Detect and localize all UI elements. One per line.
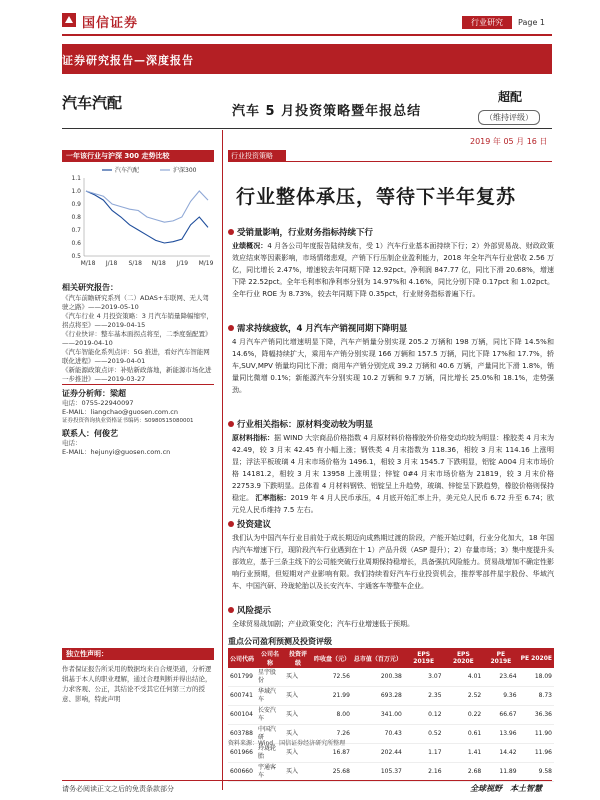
- y-tick-label: 0.8: [71, 214, 81, 221]
- y-tick-label: 0.9: [71, 201, 81, 208]
- headline: 行业整体承压，等待下半年复苏: [236, 186, 517, 208]
- table-cell: 25.68: [312, 763, 352, 782]
- section-paragraph: 全球贸易战加剧；产业政策变化；汽车行业增速低于预期。: [232, 620, 414, 628]
- y-tick-label: 0.7: [71, 227, 81, 234]
- table-cell: 买入: [284, 706, 312, 725]
- table-title: 重点公司盈利预测及投资评级: [228, 637, 332, 646]
- x-tick-label: S/18: [128, 260, 142, 267]
- section-paragraph: 业绩概况：4 月各公司年度报告陆续发布，受 1）汽车行业基本面持续下行；2）外部贸易战、财政政策效应结束等因素影响，市场情绪悲观，产销下行压制企业盈利能力，2018 年全年汽车行业营收 2.56 万亿，同比增长 2.47%，增速较去年同期下降 12.92pct。净利润 847.77 亿，同比下滑 20.68%，增速下降 22.52pct。全年毛利率和净利率分别为 14.97%和 4.16%，同比分别下降 0.17pct 和 1.02pct。全年行业 ROE 为 8.73%，较去年同期下降 0.35pct，行业财务指标普遍下行。: [232, 242, 555, 298]
- table-cell: 601966: [228, 744, 256, 763]
- column-divider: [222, 130, 223, 790]
- table-header-cell: 总市值（百万元）: [352, 648, 404, 668]
- table-cell: 36.36: [519, 706, 554, 725]
- series-line-1: [86, 191, 208, 222]
- table-cell: 2.68: [444, 763, 484, 782]
- table-cell: 603788: [228, 725, 256, 744]
- ref-item: 《汽车前瞻研究系列（二）ADAS+车联网、无人驾驶之路》——2019-05-10: [62, 294, 209, 311]
- section-paragraph: 我们认为中国汽车行业目前处于成长期迈向成熟期过渡的阶段，产能开始过剩，行业分化加大，18 年国内汽车增速下行，现阶段汽车行业遇到在十 1）产品升级（ASP 提升）；2）存量市场；3）集中度提升头部效应，基于三条主线下的公司能突破行业周期保持稳增长，具备强抗风险能力。贸易战增加不确定性影响行业预期，但短期对产业影响有限。我们持续看好汽车行业投资机会，推荐零部件星宇股份、华域汽车、中国汽研、玲珑轮胎以及长安汽车、宇通客车等整车企业。: [232, 534, 554, 590]
- forecast-table: [228, 648, 554, 782]
- contact-title: 联系人：何俊艺: [62, 429, 118, 438]
- bullet-icon: [228, 607, 234, 613]
- table-cell: 14.42: [483, 744, 518, 763]
- sidebar-divider: [62, 384, 214, 385]
- table-cell: 105.37: [352, 763, 404, 782]
- table-header-cell: 公司名称: [256, 648, 284, 668]
- ref-item: 《行业快评：整车基本面拐点将至，二季度强配置》——2019-04-10: [62, 330, 212, 347]
- table-cell: 2.52: [444, 687, 484, 706]
- table-cell: 买入: [284, 725, 312, 744]
- contact-phone: 电话：: [62, 439, 82, 447]
- x-tick-label: J/19: [176, 260, 189, 267]
- section-title: 投资建议: [228, 518, 271, 530]
- table-cell: 9.58: [519, 763, 554, 782]
- table-cell: 72.56: [312, 668, 352, 687]
- table-cell: 8.00: [312, 706, 352, 725]
- report-type: 证券研究报告—深度报告: [62, 54, 194, 67]
- header-tag: 行业研究: [462, 16, 512, 29]
- table-cell: 600741: [228, 687, 256, 706]
- brand-logo-icon: [62, 13, 76, 27]
- bullet-icon: [228, 325, 234, 331]
- table-cell: 0.12: [404, 706, 444, 725]
- table-cell: 买入: [284, 763, 312, 782]
- table-cell: 买入: [284, 744, 312, 763]
- table-cell: 8.73: [519, 687, 554, 706]
- y-tick-label: 0.6: [71, 240, 81, 247]
- y-tick-label: 1.0: [71, 188, 81, 195]
- table-row: [228, 687, 554, 706]
- table-cell: 23.64: [483, 668, 518, 687]
- table-cell: 200.38: [352, 668, 404, 687]
- report-type-band: [62, 44, 552, 74]
- table-cell: 66.67: [483, 706, 518, 725]
- footer-divider: [62, 780, 552, 781]
- perf-chart-header: 一年该行业与沪深 300 走势比较: [62, 150, 214, 162]
- bullet-icon: [228, 229, 234, 235]
- report-date: 2019 年 05 月 16 日: [470, 137, 548, 146]
- table-cell: 600104: [228, 706, 256, 725]
- table-row: [228, 668, 554, 687]
- table-cell: 0.52: [404, 725, 444, 744]
- table-cell: 11.90: [519, 725, 554, 744]
- table-cell: 11.96: [519, 744, 554, 763]
- table-row: [228, 706, 554, 725]
- analyst-title: 证券分析师：梁超: [62, 389, 126, 398]
- ref-item: 《汽车行业 4 月投资策略：3 月汽车销量降幅缩窄，拐点将至》——2019-04-15: [62, 312, 213, 329]
- table-header-cell: 公司代码: [228, 648, 256, 668]
- page-number: Page 1: [518, 18, 545, 27]
- table-row: [228, 763, 554, 782]
- table-cell: 0.61: [444, 725, 484, 744]
- section-paragraph: 原材料指标：据 WIND 大宗商品价格指数 4 月原材料价格橡胶外价格变动均较为明显：橡胶类 4 月末为 42.49，较 3 月末 42.45 有小幅上涨；钢铁类 4 月末指数为 118.36，相较 3 月末 114.16 上涨明显；浮法平板玻璃 4 月末市场价格为 1496.1，相较 3 月末 1545.7 下跌明显，铝锭 A004 月末市场价格 14181.2，相较 3 月末 13958 上涨明显；锌锭 0#4 月末市场价格为 21819，较 3 月末价格 22753.9 下跌明显。总体看 4 月材料钢铁、铝锭呈上升趋势，玻璃、锌锭呈下跌趋势，橡胶价格则保持稳定。 汇率指标：2019 年 4 月人民币承压，4 月底开始汇率上升，美元兑人民币 6.72 升至 6.74；欧元兑人民币维持 7.5 左右。: [232, 434, 555, 514]
- analyst-phone: 电话：0755-22940097: [62, 399, 134, 407]
- analyst-license: 证券投资咨询执业资格证书编码：S0980515080001: [62, 418, 194, 424]
- sector-title: 汽车汽配: [62, 94, 123, 112]
- title-divider: [62, 128, 552, 129]
- table-cell: 18.09: [519, 668, 554, 687]
- bullet-icon: [228, 421, 234, 427]
- table-cell: 1.17: [404, 744, 444, 763]
- table-cell: 202.44: [352, 744, 404, 763]
- analyst-email: E-MAIL：liangchao@guosen.com.cn: [62, 408, 178, 416]
- bullet-icon: [228, 521, 234, 527]
- table-header-cell: 投资评级: [284, 648, 312, 668]
- table-header-cell: 昨收盘（元）: [312, 648, 352, 668]
- perf-line-chart: [62, 164, 214, 274]
- x-tick-label: J/18: [105, 260, 118, 267]
- section-header: 行业投资策略: [228, 150, 286, 162]
- x-tick-label: M/18: [80, 260, 96, 267]
- report-title: 汽车 5 月投资策略暨年报总结: [232, 104, 422, 119]
- table-cell: 星宇股份: [256, 668, 284, 687]
- independence-header: 独立性声明：: [62, 648, 214, 660]
- legend-label-1: 沪深300: [173, 167, 197, 174]
- ref-item: 《新能源政策点评：补贴新政落地，新能源市场化进一步推进》——2019-03-27: [62, 366, 212, 383]
- footer-disclaimer: 请务必阅读正文之后的免责条款部分: [62, 785, 174, 793]
- section-title: 需求持续疲软，4 月汽车产销视同期下降明显: [228, 322, 407, 334]
- table-cell: 11.89: [483, 763, 518, 782]
- table-header-cell: EPS 2020E: [444, 648, 484, 668]
- rating: 超配: [498, 90, 523, 104]
- section-title: 风险提示: [228, 604, 271, 616]
- x-tick-label: N/18: [151, 260, 166, 267]
- table-cell: 3.07: [404, 668, 444, 687]
- ref-item: 《汽车智能化系列点评：5G 推进，看好汽车智能网联化进程》——2019-04-01: [62, 348, 210, 365]
- y-tick-label: 0.5: [71, 253, 81, 260]
- contact-email: E-MAIL：hejunyi@guosen.com.cn: [62, 448, 171, 456]
- table-header-cell: PE 2019E: [483, 648, 518, 668]
- table-cell: 0.22: [444, 706, 484, 725]
- legend-label-0: 汽车汽配: [115, 167, 140, 174]
- table-source: 资料来源：Wind、国信证券经济研究所整理: [228, 740, 346, 747]
- header-divider: [62, 34, 552, 36]
- table-cell: 2.16: [404, 763, 444, 782]
- table-cell: 玲珑轮胎: [256, 744, 284, 763]
- table-cell: 693.28: [352, 687, 404, 706]
- table-cell: 7.26: [312, 725, 352, 744]
- table-cell: 600660: [228, 763, 256, 782]
- table-cell: 601799: [228, 668, 256, 687]
- x-tick-label: M/19: [198, 260, 214, 267]
- table-cell: 21.99: [312, 687, 352, 706]
- table-cell: 买入: [284, 687, 312, 706]
- section-header-rule: [228, 161, 552, 162]
- section-title: 行业相关指标：原材料变动较为明显: [228, 418, 373, 430]
- rating-status: （维持评级）: [478, 110, 540, 125]
- brand-logo: [62, 12, 182, 31]
- table-cell: 买入: [284, 668, 312, 687]
- refs-title: 相关研究报告：: [62, 283, 118, 292]
- table-cell: 中国汽研: [256, 725, 284, 744]
- y-tick-label: 1.1: [71, 175, 81, 182]
- table-cell: 长安汽车: [256, 706, 284, 725]
- brand-name: 国信证券: [82, 16, 139, 31]
- table-cell: 9.36: [483, 687, 518, 706]
- table-cell: 70.43: [352, 725, 404, 744]
- table-header-cell: EPS 2019E: [404, 648, 444, 668]
- table-header-cell: PE 2020E: [519, 648, 554, 668]
- table-cell: 13.96: [483, 725, 518, 744]
- section-paragraph: 4 月汽车产销同比增速明显下降，汽车产销量分别实现 205.2 万辆和 198 万辆，同比下降 14.5%和 14.6%，降幅持续扩大，乘用车产销分别实现 166 万辆和 157.5 万辆，同比下降 17%和 17.7%，轿车,SUV,MPV 销量均同比下滑；商用车产销分别完成 39.2 万辆和 40.6 万辆，产量同比下滑 1.8%，销量同比微增 0.1%；新能源汽车分别实现 10.2 万辆和 9.7 万辆，同比增长 25.0%和 18.1%，走势强劲。: [232, 338, 554, 394]
- table-cell: 华域汽车: [256, 687, 284, 706]
- table-cell: 16.87: [312, 744, 352, 763]
- table-cell: 宇通客车: [256, 763, 284, 782]
- table-cell: 2.35: [404, 687, 444, 706]
- table-cell: 1.41: [444, 744, 484, 763]
- section-title: 受销量影响，行业财务指标持续下行: [228, 226, 373, 238]
- footer-slogan: 全球视野 本土智慧: [470, 784, 542, 793]
- independence-text: 作者保证报告所采用的数据均来自合规渠道，分析逻辑基于本人的职业理解，通过合理判断并得出结论，力求客观、公正，其结论不受其它任何第三方的授意、影响，特此声明: [62, 665, 212, 703]
- table-cell: 4.01: [444, 668, 484, 687]
- table-cell: 341.00: [352, 706, 404, 725]
